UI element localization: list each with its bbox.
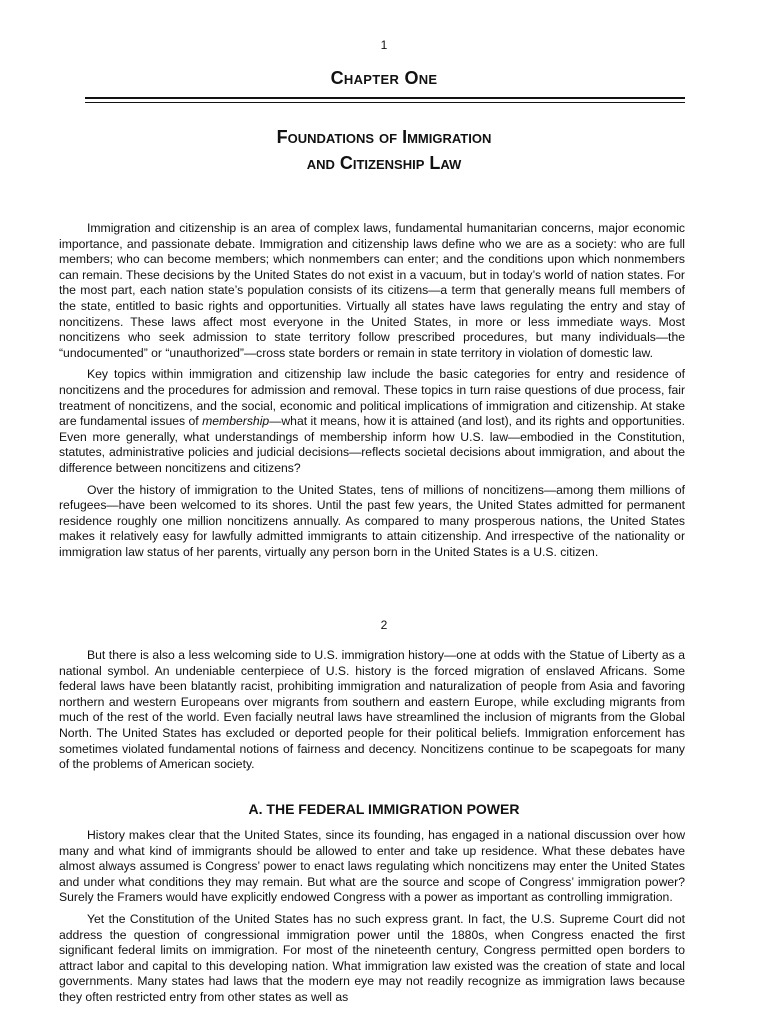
- page-number: 2: [380, 618, 388, 632]
- paragraph: Yet the Constitution of the United States has no such express grant. In fact, the U.S. Supreme Court did not address the question of congressional immigration power until the 1880s, when Congress enacted the first significant federal limits on immigration. For most of the nineteenth century, Congress permitted open borders to attract labor and capital to this developing nation. What immigration law existed was the creation of state and local governments. Many states had laws that the modern eye may not readily recognize as immigration laws because they often restricted entry from other states as well as: [59, 911, 685, 1004]
- section-heading: A. THE FEDERAL IMMIGRATION POWER: [248, 801, 520, 817]
- section-a-text: [59, 828, 685, 1012]
- paragraph: [59, 367, 685, 476]
- paragraph: History makes clear that the United States, since its founding, has engaged in a national discussion over how many and what kind of immigrants should be allowed to enter and take up residence. What these debates have almost always assumed is Congress’ power to enact laws regulating which noncitizens may enter the United States and under what conditions they may remain. But what are the source and scope of Congress’ immigration power? Surely the Framers would have explicitly endowed Congress with a power as important as controlling immigration.: [59, 828, 685, 905]
- page-number: 1: [380, 38, 388, 52]
- paragraph-text: Key topics within immigration and citizenship law include the basic categories for entry and residence of noncitizens and the procedures for admission and removal. These topics in turn raise questions of due process, fair treatment of noncitizens, and the social, economic and political implications of immigration and citizenship. At stake are fundamental issues of: [59, 367, 685, 429]
- heading-rule-thin: [85, 102, 685, 103]
- chapter-title-line-1: Foundations of Immigration: [276, 127, 492, 147]
- paragraph: But there is also a less welcoming side to U.S. immigration history—one at odds with the Statue of Liberty as a national symbol. An undeniable centerpiece of U.S. history is the forced migration of enslaved Africans. Some federal laws have been blatantly racist, prohibiting immigration and naturalization of people from Asia and favoring northern and western Europeans over migrants from southern and eastern Europe, while excluding migrants from much of the rest of the world. Even facially neutral laws have streamlined the inclusion of migrants from the Global North. The United States has excluded or deported people for their political beliefs. Immigration enforcement has sometimes violated fundamental notions of fairness and decency. Noncitizens continue to be scapegoats for many of the problems of American society.: [59, 648, 685, 772]
- paragraph: Immigration and citizenship is an area of complex laws, fundamental humanitarian concerns, major economic importance, and passionate debate. Immigration and citizenship laws define who we are as a society: who are full members; who can become members; which nonmembers can enter; and the conditions upon which nonmembers can remain. These decisions by the United States do not exist in a vacuum, but in today’s world of nation states. For the most part, each nation state’s population consists of its citizens—a term that generally means full members of the state, entitled to basic rights and opportunities. Virtually all states have laws regulating the entry and stay of noncitizens. These laws affect most everyone in the United States, in more or less immediate ways. Most noncitizens who seek admission to state territory follow prescribed procedures, but many individuals—the “undocumented” or “unauthorized”—cross state borders or remain in state territory in violation of domestic law.: [59, 221, 685, 360]
- emphasis-text: membership: [202, 414, 270, 429]
- paragraph-text: —what it means, how it is attained (and lost), and its rights and opportunities. Even more generally, what understandings of membership inform how U.S. law—embodied in the Constitution, statutes, administrative policies and judicial decisions—reflects societal decisions about immigration, and about the difference between noncitizens and citizens?: [59, 414, 685, 475]
- chapter-title-line-2: and Citizenship Law: [306, 153, 462, 173]
- heading-rule-thick: [85, 97, 685, 99]
- intro-text: [59, 221, 685, 566]
- paragraph: Over the history of immigration to the United States, tens of millions of noncitizens—among them millions of refugees—have been welcomed to its shores. Until the past few years, the United States admitted for permanent residence roughly one million noncitizens annually. As compared to many prosperous nations, the United States makes it relatively easy for lawfully admitted immigrants to attain citizenship. And irrespective of the nationality or immigration law status of her parents, virtually any person born in the United States is a U.S. citizen.: [59, 482, 685, 559]
- chapter-heading: Chapter One: [330, 68, 438, 88]
- page-two-text: [59, 648, 685, 779]
